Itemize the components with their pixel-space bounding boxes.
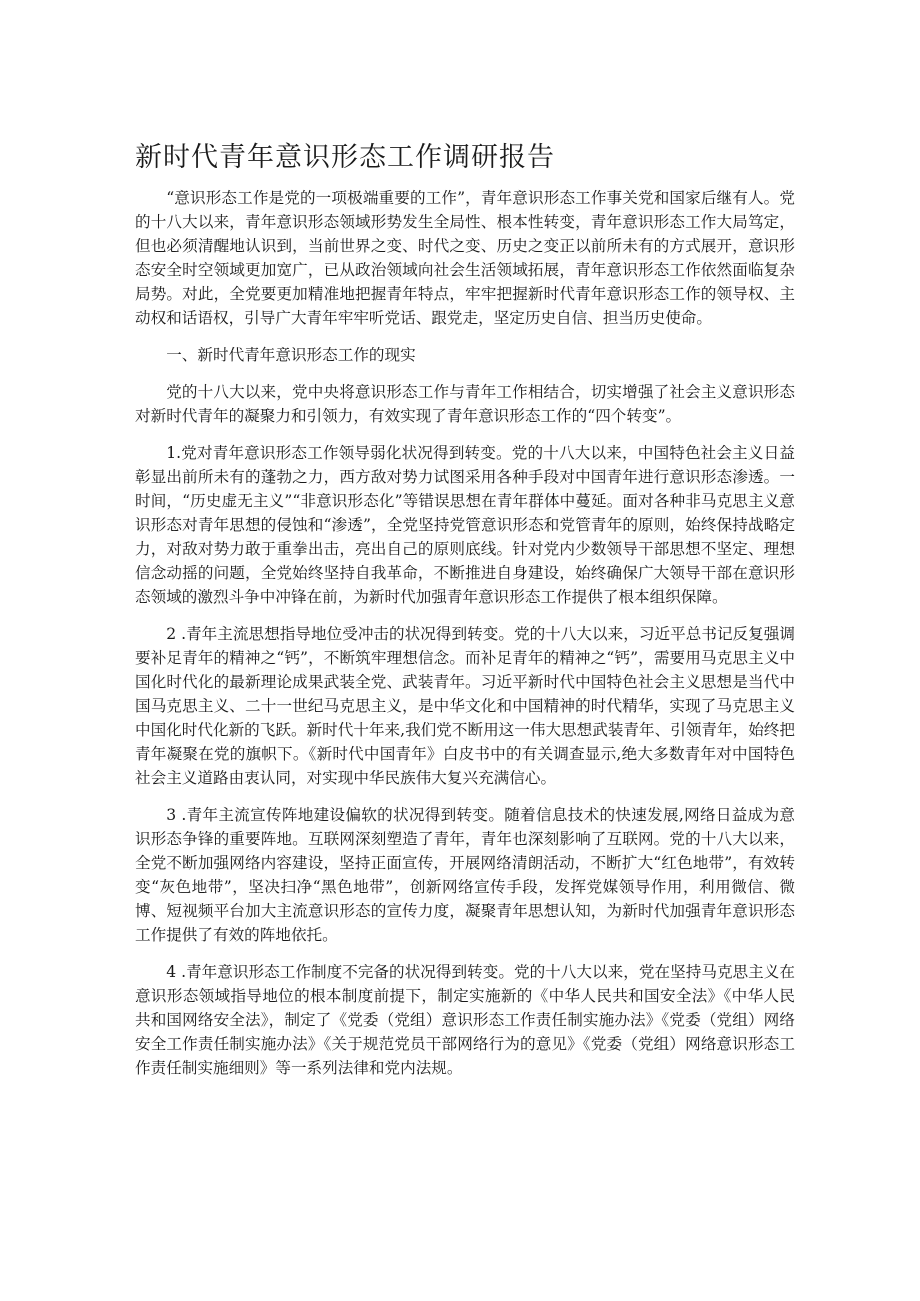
document-page [135,138,795,1093]
section-heading: 一、新时代青年意识形态工作的现实 [166,346,416,364]
intro-paragraph: “意识形态工作是党的一项极端重要的工作”，青年意识形态工作事关党和国家后继有人。党的十八大以来，青年意识形态领域形势发生全局性、根本性转变，青年意识形态工作大局笃定，但也必须清醒地认识到，当前世界之变、时代之变、历史之变正以前所未有的方式展开，意识形态安全时空领域更加宽广，已从政治领域向社会生活领域拓展，青年意识形态工作依然面临复杂局势。对此，全党要更加精准地把握青年特点，牢牢把握新时代青年意识形态工作的领导权、主动权和话语权，引导广大青年牢牢听党话、跟党走，坚定历史自信、担当历史使命。 [135,189,795,327]
list-item-3: 3 .青年主流宣传阵地建设偏软的状况得到转变。随着信息技术的快速发展,网络日益成为意识形态争锋的重要阵地。互联网深刻塑造了青年，青年也深刻影响了互联网。党的十八大以来，全党不断加强网络内容建设，坚持正面宣传，开展网络清朗活动，不断扩大“红色地带”，有效转变“灰色地带”，坚决扫净“黑色地带”，创新网络宣传手段，发挥党媒领导作用，利用微信、微博、短视频平台加大主流意识形态的宣传力度，凝聚青年思想认知，为新时代加强青年意识形态工作提供了有效的阵地依托。 [135,806,795,944]
list-item-2: 2 .青年主流思想指导地位受冲击的状况得到转变。党的十八大以来，习近平总书记反复强调要补足青年的精神之“钙”，不断筑牢理想信念。而补足青年的精神之“钙”，需要用马克思主义中国化时代化的最新理论成果武装全党、武装青年。习近平新时代中国特色社会主义思想是当代中国马克思主义、二十一世纪马克思主义，是中华文化和中国精神的时代精华，实现了马克思主义中国化时代化新的飞跃。新时代十年来,我们党不断用这一伟大思想武装青年、引领青年，始终把青年凝聚在党的旗帜下。《新时代中国青年》白皮书中的有关调查显示,绝大多数青年对中国特色社会主义道路由衷认同，对实现中华民族伟大复兴充满信心。 [135,625,795,787]
list-item-1: 1.党对青年意识形态工作领导弱化状况得到转变。党的十八大以来，中国特色社会主义日益彰显出前所未有的蓬勃之力，西方敌对势力试图采用各种手段对中国青年进行意识形态渗透。一时间，“历史虚无主义”“非意识形态化”等错误思想在青年群体中蔓延。面对各种非马克思主义意识形态对青年思想的侵蚀和“渗透”，全党坚持党管意识形态和党管青年的原则，始终保持战略定力，对敌对势力敢于重拳出击，亮出自己的原则底线。针对党内少数领导干部思想不坚定、理想信念动摇的问题，全党始终坚持自我革命，不断推进自身建设，始终确保广大领导干部在意识形态领域的激烈斗争中冲锋在前，为新时代加强青年意识形态工作提供了根本组织保障。 [135,444,795,606]
list-item-4: 4 .青年意识形态工作制度不完备的状况得到转变。党的十八大以来，党在坚持马克思主义在意识形态领域指导地位的根本制度前提下，制定实施新的《中华人民共和国安全法》《中华人民共和国网络安全法》，制定了《党委（党组）意识形态工作责任制实施办法》《党委（党组）网络安全工作责任制实施办法》《关于规范党员干部网络行为的意见》《党委（党组）网络意识形态工作责任制实施细则》等一系列法律和党内法规。 [135,963,795,1077]
section-intro-paragraph: 党的十八大以来，党中央将意识形态工作与青年工作相结合，切实增强了社会主义意识形态对新时代青年的凝聚力和引领力，有效实现了青年意识形态工作的“四个转变”。 [135,383,795,425]
document-title: 新时代青年意识形态工作调研报告 [135,142,555,173]
